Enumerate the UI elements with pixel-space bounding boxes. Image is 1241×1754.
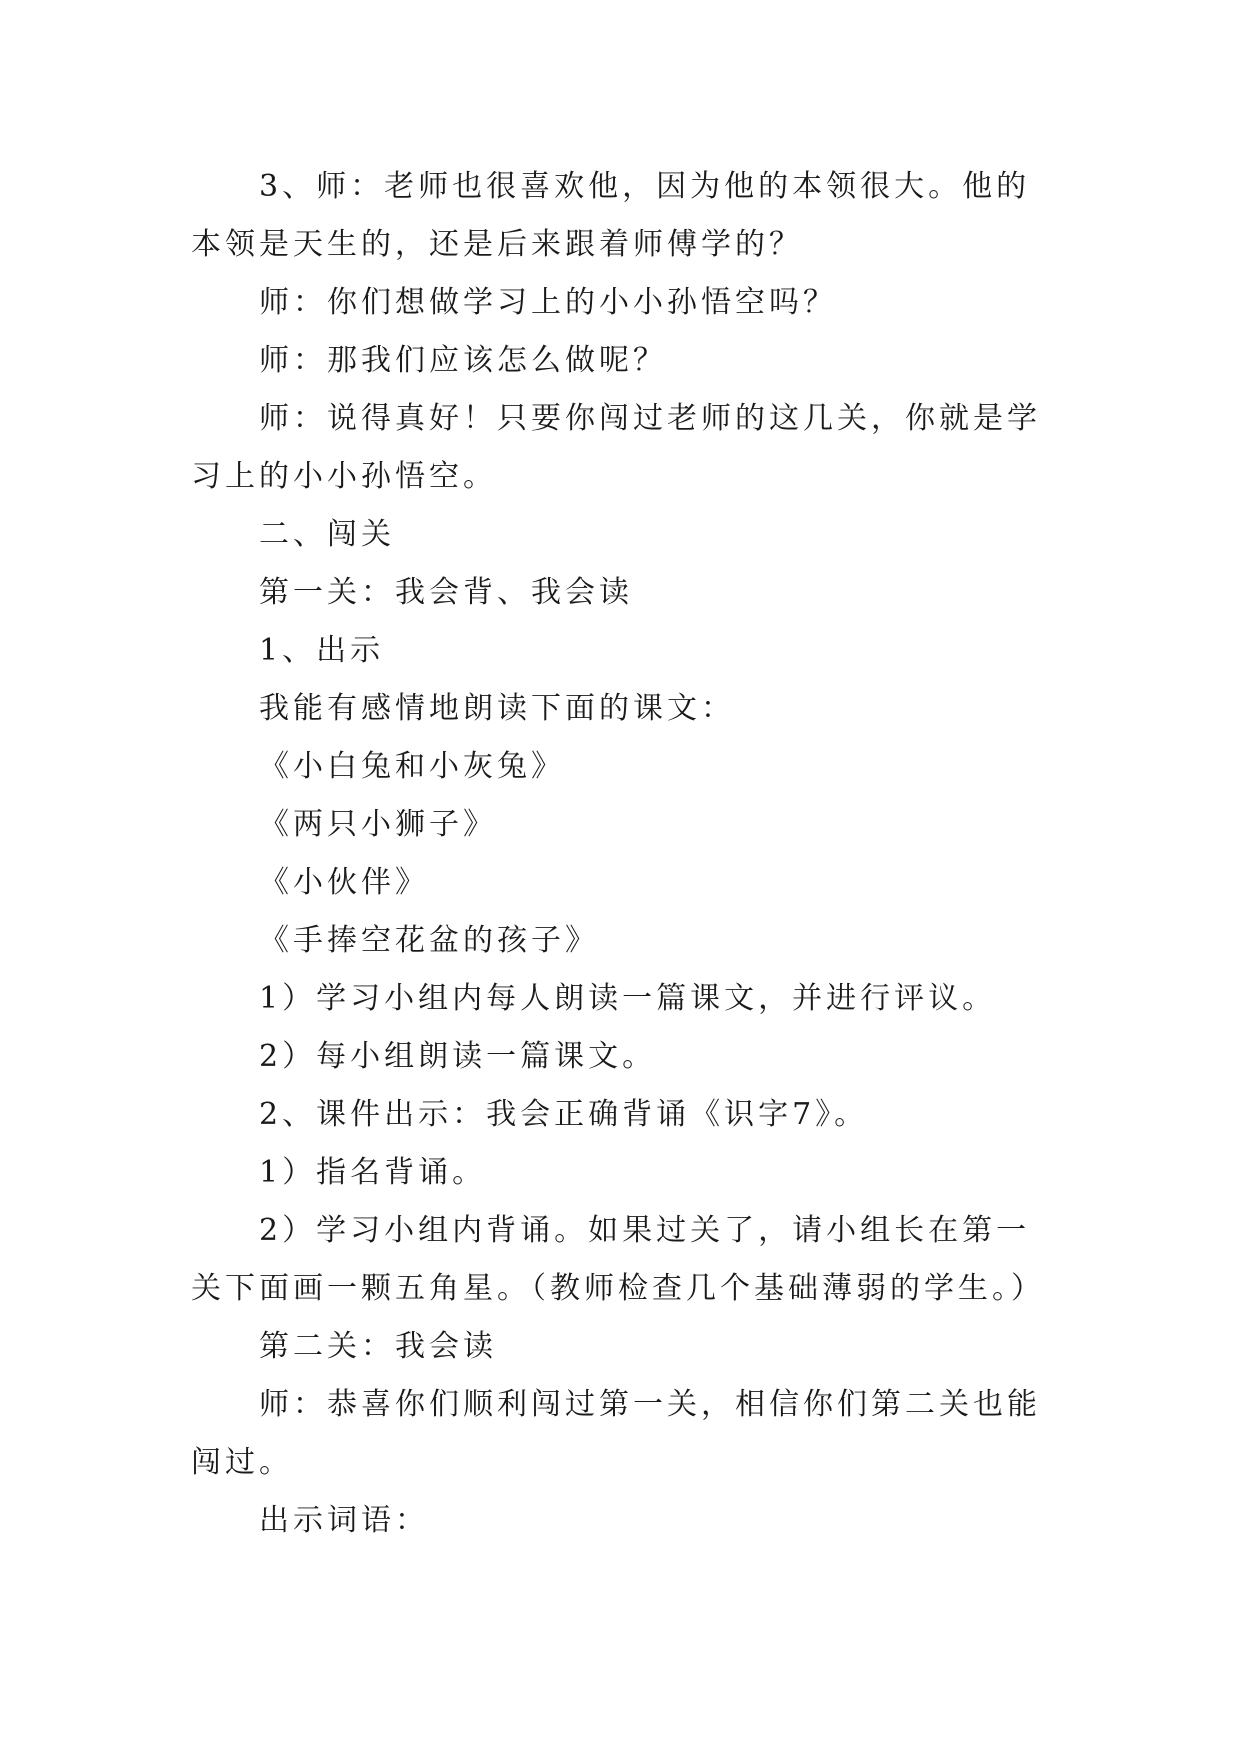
text-title-item: 《小伙伴》 [259, 865, 429, 900]
paragraph: 1、出示 [259, 633, 385, 668]
paragraph: 我能有感情地朗读下面的课文： [259, 691, 735, 726]
paragraph: 2）每小组朗读一篇课文。 [259, 1039, 657, 1074]
text-title-item: 《手捧空花盆的孩子》 [259, 923, 599, 958]
paragraph: 2）学习小组内背诵。如果过关了，请小组长在第一关下面画一颗五角星。（教师检查几个基础薄弱的学生。） [191, 1213, 1045, 1306]
paragraph: 师：恭喜你们顺利闯过第一关，相信你们第二关也能闯过。 [191, 1387, 1041, 1480]
document-body [191, 158, 1059, 1550]
paragraph: 2、课件出示：我会正确背诵《识字7》。 [259, 1097, 869, 1132]
section-heading: 二、闯关 [259, 517, 395, 552]
paragraph: 出示词语： [259, 1503, 429, 1538]
text-title-item: 《两只小狮子》 [259, 807, 497, 842]
paragraph: 师：你们想做学习上的小小孙悟空吗？ [259, 285, 837, 320]
subsection-heading: 第一关：我会背、我会读 [259, 575, 633, 610]
paragraph: 师：那我们应该怎么做呢？ [259, 343, 667, 378]
paragraph: 3、师：老师也很喜欢他，因为他的本领很大。他的本领是天生的，还是后来跟着师傅学的？ [191, 169, 1031, 262]
paragraph: 1）学习小组内每人朗读一篇课文，并进行评议。 [259, 981, 997, 1016]
paragraph: 1）指名背诵。 [259, 1155, 487, 1190]
text-title-item: 《小白兔和小灰兔》 [259, 749, 565, 784]
subsection-heading: 第二关：我会读 [259, 1329, 497, 1364]
paragraph: 师：说得真好！只要你闯过老师的这几关，你就是学习上的小小孙悟空。 [191, 401, 1041, 494]
